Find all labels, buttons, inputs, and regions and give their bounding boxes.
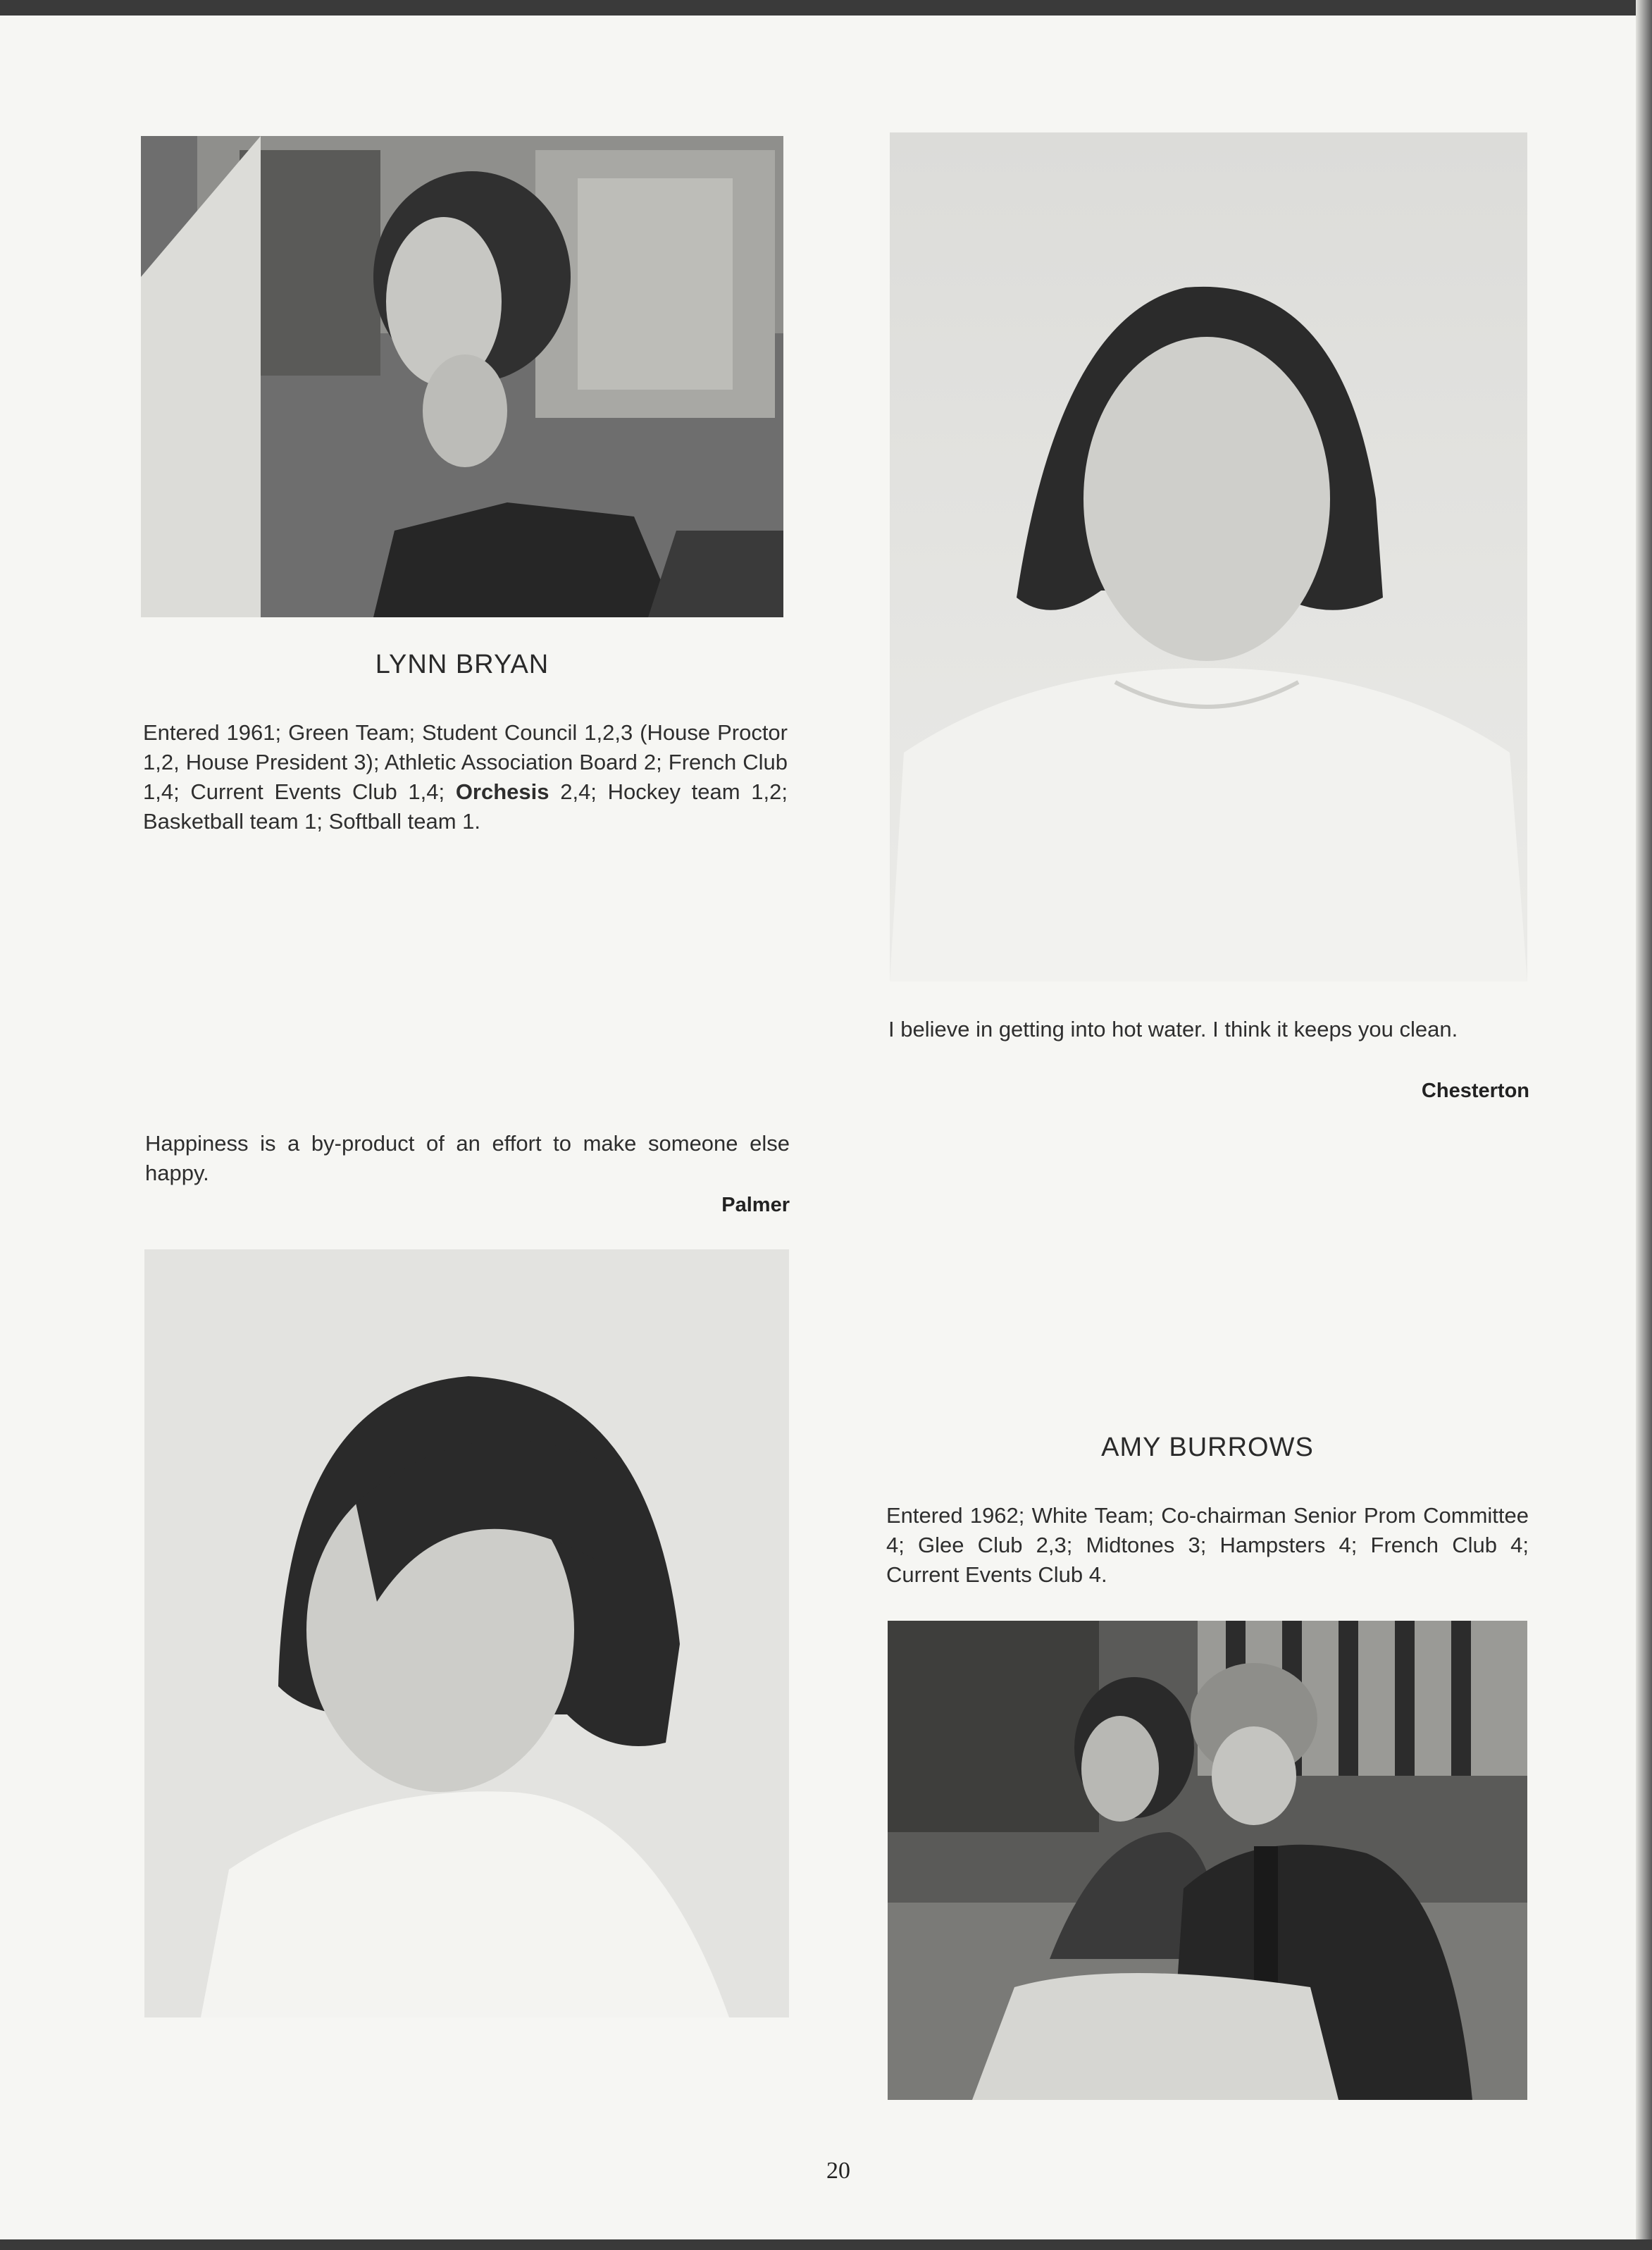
candid-photo-amy-burrows: [888, 1621, 1527, 2100]
student-name-lynn-bryan: LYNN BRYAN: [375, 650, 549, 679]
quote-text-lynn-bryan: Happiness is a by-product of an effort to make someone else happy.: [145, 1131, 790, 1185]
bio-text: Entered 1961; Green Team; Student Council 1,2,3 (House Proctor 1,2, House President 3); Athletic Association Board 2; French Club 1,4; Current Events Club 1,4;: [143, 720, 788, 804]
student-name-amy-burrows: AMY BURROWS: [1101, 1433, 1314, 1462]
bio-text: 2,4; Hockey team 1,2; Basketball team 1; Softball team 1.: [143, 779, 788, 834]
portrait-photo-amy-burrows: [144, 1249, 789, 2017]
portrait-photo-lynn-bryan: [890, 132, 1527, 982]
page-number: 20: [826, 2158, 850, 2184]
scan-bottom-border: [0, 2239, 1652, 2250]
quote-author-lynn-bryan: Palmer: [721, 1194, 790, 1216]
scan-top-border: [0, 0, 1652, 16]
scan-binding-edge: [1636, 0, 1652, 2250]
bio-text: Entered 1962; White Team; Co-chairman Senior Prom Committee 4; Glee Club 2,3; Midtones 3; Hampsters 4; French Club 4; Current Events Club 4.: [886, 1503, 1529, 1587]
quote-text-amy-burrows: I believe in getting into hot water. I think it keeps you clean.: [888, 1017, 1458, 1041]
bio-text-bold: Orchesis: [455, 779, 549, 804]
quote-author-amy-burrows: Chesterton: [1421, 1080, 1529, 1102]
student-bio-lynn-bryan: [143, 718, 788, 836]
student-bio-amy-burrows: [886, 1501, 1529, 1590]
candid-photo-lynn-bryan: [141, 136, 783, 617]
